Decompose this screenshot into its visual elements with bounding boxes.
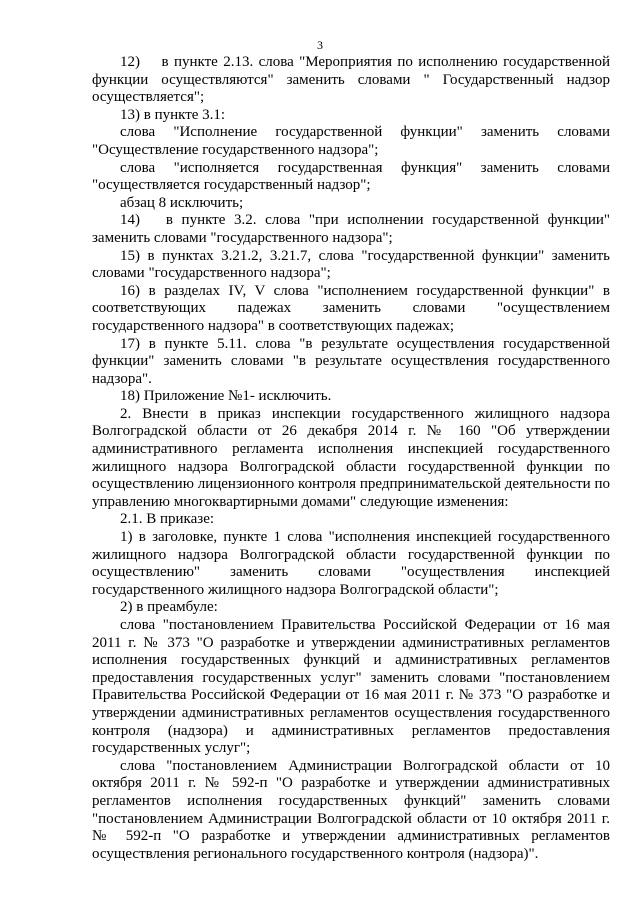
section-2-1-item-2: 2) в преамбуле:	[120, 599, 218, 616]
section-2-paragraph: 2. Внести в приказ инспекции государственного жилищного надзора Волгоградской области от 26 декабря 2014 г. № 160 "Об утверждении административного регламента исполнения инспекцией государственного жилищного надзора Волгоградской области государственной функции по осуществлению лицензионного контроля предпринимательской деятельности по управлению многоквартирными домами" следующие изменения:	[92, 405, 610, 510]
preamble-subparagraph-1: слова "постановлением Правительства Российской Федерации от 16 мая 2011 г. № 373 "О разработке и утверждении административных регламентов исполнения государственных функций и административных регламентов предоставления государственных услуг" заменить словами "постановлением Правительства Российской Федерации от 16 мая 2011 г. № 373 "О разработке и утверждении административных регламентов осуществления государственного контроля (надзора) и административных регламентов предоставления государственных услуг";	[92, 617, 610, 757]
item-13-subparagraph-3: абзац 8 исключить;	[120, 194, 244, 211]
preamble-subparagraph-2: слова "постановлением Администрации Волгоградской области от 10 октября 2011 г. № 592-п "О разработке и утверждении административных регламентов исполнения государственных функций" заменить словами "постановлением Администрации Волгоградской области от 10 октября 2011 г. № 592-п "О разработке и утверждении административных регламентов осуществления регионального государственного контроля (надзора)".	[92, 757, 610, 862]
item-16-paragraph: 16) в разделах IV, V слова "исполнением государственной функции" в соответствующих падежах заменить словами "осуществлением государственного надзора" в соответствующих падежах;	[92, 282, 610, 334]
item-15-paragraph: 15) в пунктах 3.21.2, 3.21.7, слова "государственной функции" заменить словами "государственного надзора";	[92, 247, 610, 282]
item-13-paragraph: 13) в пункте 3.1:	[120, 106, 226, 123]
item-18-paragraph: 18) Приложение №1- исключить.	[120, 388, 332, 405]
page-number: 3	[317, 38, 323, 52]
section-2-1-paragraph: 2.1. В приказе:	[120, 511, 215, 528]
item-17-paragraph: 17) в пункте 5.11. слова "в результате осуществления государственной функции" заменить словами "в результате осуществления государственного надзора".	[92, 335, 610, 387]
section-2-1-item-1: 1) в заголовке, пункте 1 слова "исполнения инспекцией государственного жилищного надзора Волгоградской области государственной функции по осуществлению" заменить словами "осуществления инспекцией государственного жилищного надзора Волгоградской области";	[92, 529, 610, 598]
item-14-paragraph: 14) в пункте 3.2. слова "при исполнении государственной функции" заменить словами "государственного надзора";	[92, 212, 610, 246]
item-13-subparagraph-2: слова "исполняется государственная функция" заменить словами "осуществляется государственный надзор";	[92, 159, 610, 194]
item-12-paragraph: 12) в пункте 2.13. слова "Мероприятия по исполнению государственной функции осуществляются" заменить словами " Государственный надзор осуществляется";	[92, 54, 610, 106]
document-body	[92, 54, 610, 863]
item-13-subparagraph-1: слова "Исполнение государственной функции" заменить словами "Осуществление государственного надзора";	[92, 124, 610, 158]
